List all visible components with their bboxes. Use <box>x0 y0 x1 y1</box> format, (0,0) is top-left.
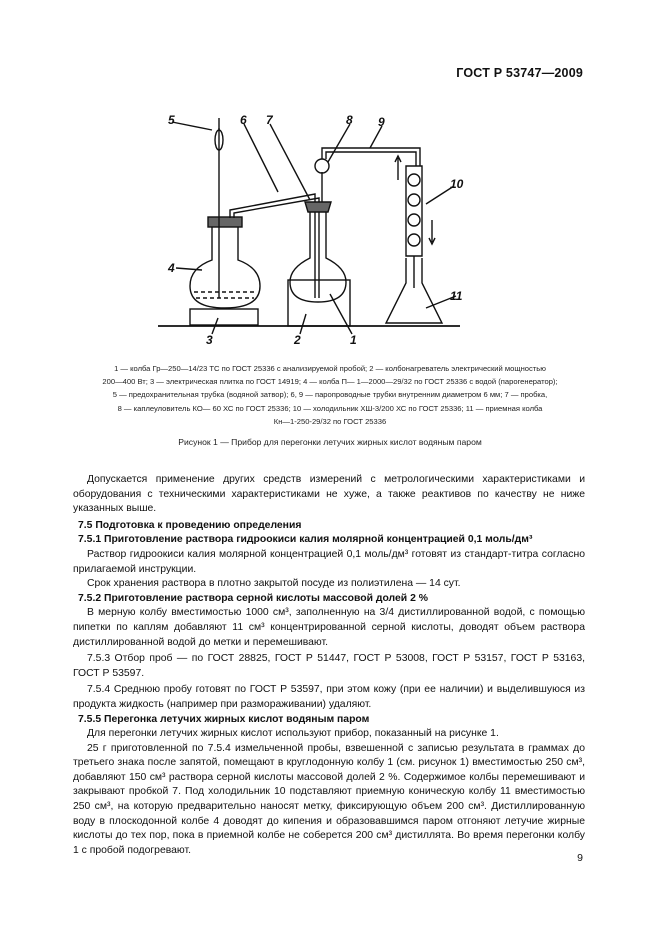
label-6: 6 <box>240 113 247 127</box>
legend-line: 8 — каплеуловитель КО— 60 ХС по ГОСТ 25336; 10 — холодильник ХШ-3/200 ХС по ГОСТ 25336; 11 — приемная колба <box>117 403 543 413</box>
page-number: 9 <box>577 852 583 864</box>
subsection-heading: 7.5.1 Приготовление раствора гидроокиси калия молярной концентрацией 0,1 моль/дм³ <box>78 534 533 546</box>
section-heading: 7.5 Подготовка к проведению определения <box>78 519 302 531</box>
subsection-heading: 7.5.5 Перегонка летучих жирных кислот водяным паром <box>78 713 370 725</box>
legend-line: Кн—1-250-29/32 по ГОСТ 25336 <box>273 416 387 426</box>
paragraph: В мерную колбу вместимостью 1000 см³, заполненную на 3/4 дистиллированной водой, с помощью пипетки по каплям добавляют 11 см³ концентрированной серной кислоты, доводят объем раствора дистиллированной водой до метки и перемешивают. <box>73 607 585 648</box>
paragraph: 7.5.4 Среднюю пробу готовят по ГОСТ Р 53597, при этом кожу (при ее наличии) и выделившуюся из продукта жидкость (например при размораживании) удаляют. <box>73 684 585 710</box>
subsection-heading: 7.5.2 Приготовление раствора серной кислоты массовой долей 2 % <box>78 592 428 604</box>
document-body <box>73 473 585 858</box>
label-1: 1 <box>350 333 357 347</box>
paragraph: Допускается применение других средств измерений с метрологическими характеристиками и оборудования с техническими характеристиками не хуже, а также реактивов по качеству не ниже указанных выше. <box>73 474 585 515</box>
paragraph: Для перегонки летучих жирных кислот используют прибор, показанный на рисунке 1. <box>87 728 499 740</box>
apparatus-figure <box>150 108 470 358</box>
label-10: 10 <box>450 177 464 191</box>
label-8: 8 <box>346 113 353 127</box>
paragraph: Раствор гидроокиси калия молярной концентрацией 0,1 моль/дм³ готовят из стандарт-титра согласно прилагаемой инструкции. <box>73 548 585 575</box>
figure-legend <box>60 362 600 428</box>
label-5: 5 <box>168 113 175 127</box>
document-header: ГОСТ Р 53747—2009 <box>456 66 583 80</box>
paragraph: 25 г приготовленной по 7.5.4 измельченной пробы, взвешенной с записью результата в граммах до третьего знака после запятой, помещают в круглодонную колбу 1 (см. рисунок 1) вместимостью 250 см³, добавляют 150 см³ раствора серной кислоты массовой долей 2 %. Содержимое колбы перемешивают и закрывают пробкой 7. Под холодильник 10 подставляют приемную коническую колбу 11 вместимостью 250 см³, на которую предварительно наносят метку, фиксирующую объем 200 см³. Дистиллированную воду в плоскодонной колбе 4 доводят до кипения и образовавшимся паром отгоняют летучие жирные кислоты до тех пор, пока в приемной колбе не соберется 200 см³ дистиллята. Во время перегонки колбу 1 с пробой подогревают. <box>73 742 585 856</box>
paragraph: 7.5.3 Отбор проб — по ГОСТ 28825, ГОСТ Р 51447, ГОСТ Р 53008, ГОСТ Р 53157, ГОСТ Р 53163, ГОСТ Р 53597. <box>73 653 585 679</box>
legend-line: 200—400 Вт; 3 — электрическая плитка по ГОСТ 14919; 4 — колба П— 1—2000—29/32 по ГОСТ 25336 с водой (парогенератор); <box>102 377 558 387</box>
label-9: 9 <box>378 115 385 129</box>
figure-caption: Рисунок 1 — Прибор для перегонки летучих жирных кислот водяным паром <box>178 437 482 447</box>
label-2: 2 <box>294 333 301 347</box>
label-11: 11 <box>450 289 463 303</box>
label-4: 4 <box>168 261 175 275</box>
paragraph: Срок хранения раствора в плотно закрытой посуде из полиэтилена — 14 сут. <box>87 578 461 590</box>
legend-line: 5 — предохранительная трубка (водяной затвор); 6, 9 — паропроводные трубки внутренним диаметром 6 мм; 7 — пробка, <box>112 390 548 400</box>
label-7: 7 <box>266 113 273 127</box>
label-3: 3 <box>206 333 213 347</box>
legend-line: 1 — колба Гр—250—14/23 ТС по ГОСТ 25336 с анализируемой пробой; 2 — колбонагреватель электрический мощностью <box>114 364 546 373</box>
apparatus-diagram <box>150 108 470 358</box>
